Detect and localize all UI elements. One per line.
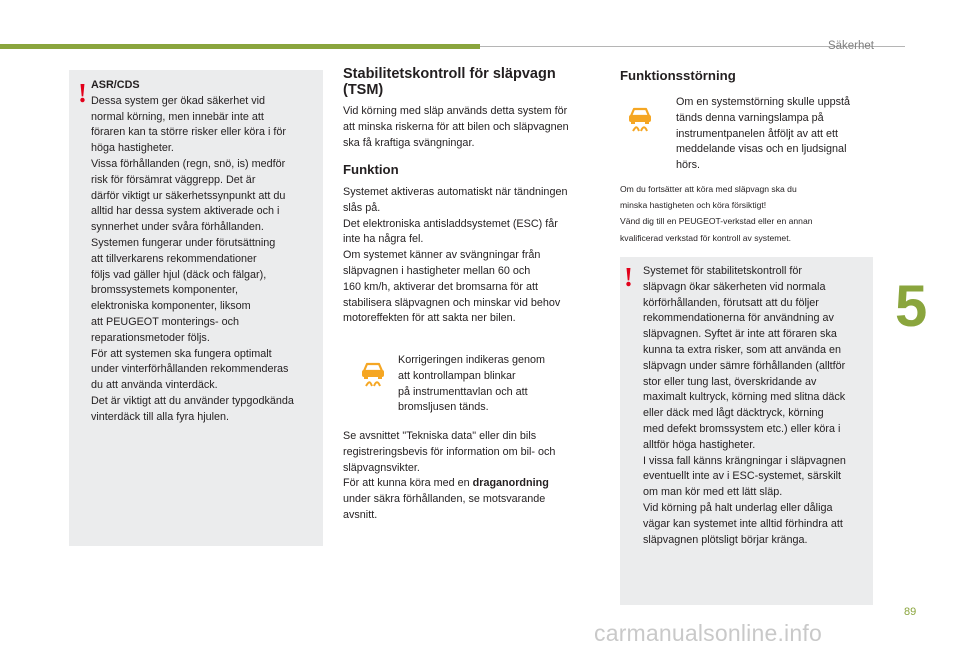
after-text-2: under säkra förhållanden, se motsvarande avsnitt.: [343, 493, 546, 521]
skid-warning-lamp-icon: [358, 360, 388, 388]
tsm-after-text: [343, 429, 601, 524]
watermark: carmanualsonline.info: [594, 620, 822, 646]
after-bold: draganordning: [472, 477, 549, 490]
chapter-number: 5: [895, 274, 928, 339]
function-heading: Funktion: [343, 162, 399, 177]
tsm-heading: Stabilitetskontroll för släpvagn (TSM): [343, 66, 556, 98]
fault-heading: Funktionsstörning: [620, 68, 736, 83]
warning-title: ASR/CDS: [91, 79, 140, 91]
fault-small-text: Om du fortsätter att köra med släpvagn ska du minska hastigheten och köra försiktigt! Vänd dig till en PEUGEOT-verkstad eller en annan kvalificerad verkstad för kontroll av systemet.: [620, 184, 813, 243]
after-text-1: Se avsnittet "Tekniska data" eller din bils registreringsbevis för information om bil- och släpvagnsvikter. För att kunna köra med en: [343, 430, 556, 490]
fault-text: Om en systemstörning skulle uppstå tänds denna varningslampa på instrumentpanelen åtföljt av att ett meddelande visas och en ljudsignal hörs.: [676, 96, 851, 172]
warning-box-asr-cds: [69, 70, 323, 546]
warning-exclamation-icon: !: [624, 262, 633, 292]
warning-box-tsm: [620, 257, 873, 605]
tsm-intro: Vid körning med släp används detta system för att minska riskerna för att bilen och släpvagnen ska få kraftiga svängningar.: [343, 105, 569, 149]
page-number: 89: [904, 606, 917, 618]
warning-exclamation-icon: !: [78, 78, 87, 108]
warning-body: Dessa system ger ökad säkerhet vid normal körning, men innebär inte att föraren kan ta större risker eller köra i för höga hastigheter. Vissa förhållanden (regn, snö, is) medför risk för försämrat väggrepp. Det är därför viktigt ur säkerhetssynpunkt att du alltid har dessa system aktiverade och i synnerhet under svåra förhållanden. Systemen fungerar under förutsättning att tillverkarens rekommendationer följs vad gäller hjul (däck och fälgar), bromssystemets komponenter, elektroniska komponenter, liksom att PEUGEOT monterings- och reparationsmetoder följs. För att systemen ska fungera optimalt under vinterförhållanden rekommenderas du att använda vinterdäck. Det är viktigt att du använder typgodkända vinterdäck till alla fyra hjulen.: [91, 94, 294, 423]
warning-right-text: Systemet för stabilitetskontroll för släpvagn ökar säkerheten vid normala körförhållanden, förutsatt att du följer rekommendationerna för användning av släpvagnen. Syftet är inte att föraren ska kunna ta extra risker, som att använda en släpvagn under sämre förhållanden (alltför stor eller tung last, överskridande av maximalt kultryck, körning med slitna däck eller däck med lågt däcktryck, körning med defekt bromssystem etc.) eller köra i alltför höga hastigheter. I vissa fall känns krängningar i släpvagnen eventuellt inte av i ESC-systemet, särskilt om man kör med ett lätt släp. Vid körning på halt underlag eller dåliga vägar kan systemet inte alltid förhindra att släpvagnen plötsligt börjar kränga.: [643, 265, 846, 546]
section-title: Säkerhet: [827, 40, 874, 52]
function-text: Systemet aktiveras automatiskt när tändningen slås på. Det elektroniska antisladdsystemet (ESC) får inte ha några fel. Om systemet känner av svängningar från släpvagnen i hastigheter mellan 60 och 160 km/h, aktiverar det bromsarna för att stabilisera släpvagnen och minskar vid behov motoreffekten för att sakta ner bilen.: [343, 186, 568, 325]
tsm-heading-wrap: [343, 66, 603, 106]
indicator-text: Korrigeringen indikeras genom att kontrollampan blinkar på instrumenttavlan och att bromsljusen tänds.: [398, 354, 546, 414]
header-accent-bar: [0, 44, 480, 49]
warning-text: [91, 78, 323, 426]
skid-warning-lamp-icon: [625, 105, 655, 133]
